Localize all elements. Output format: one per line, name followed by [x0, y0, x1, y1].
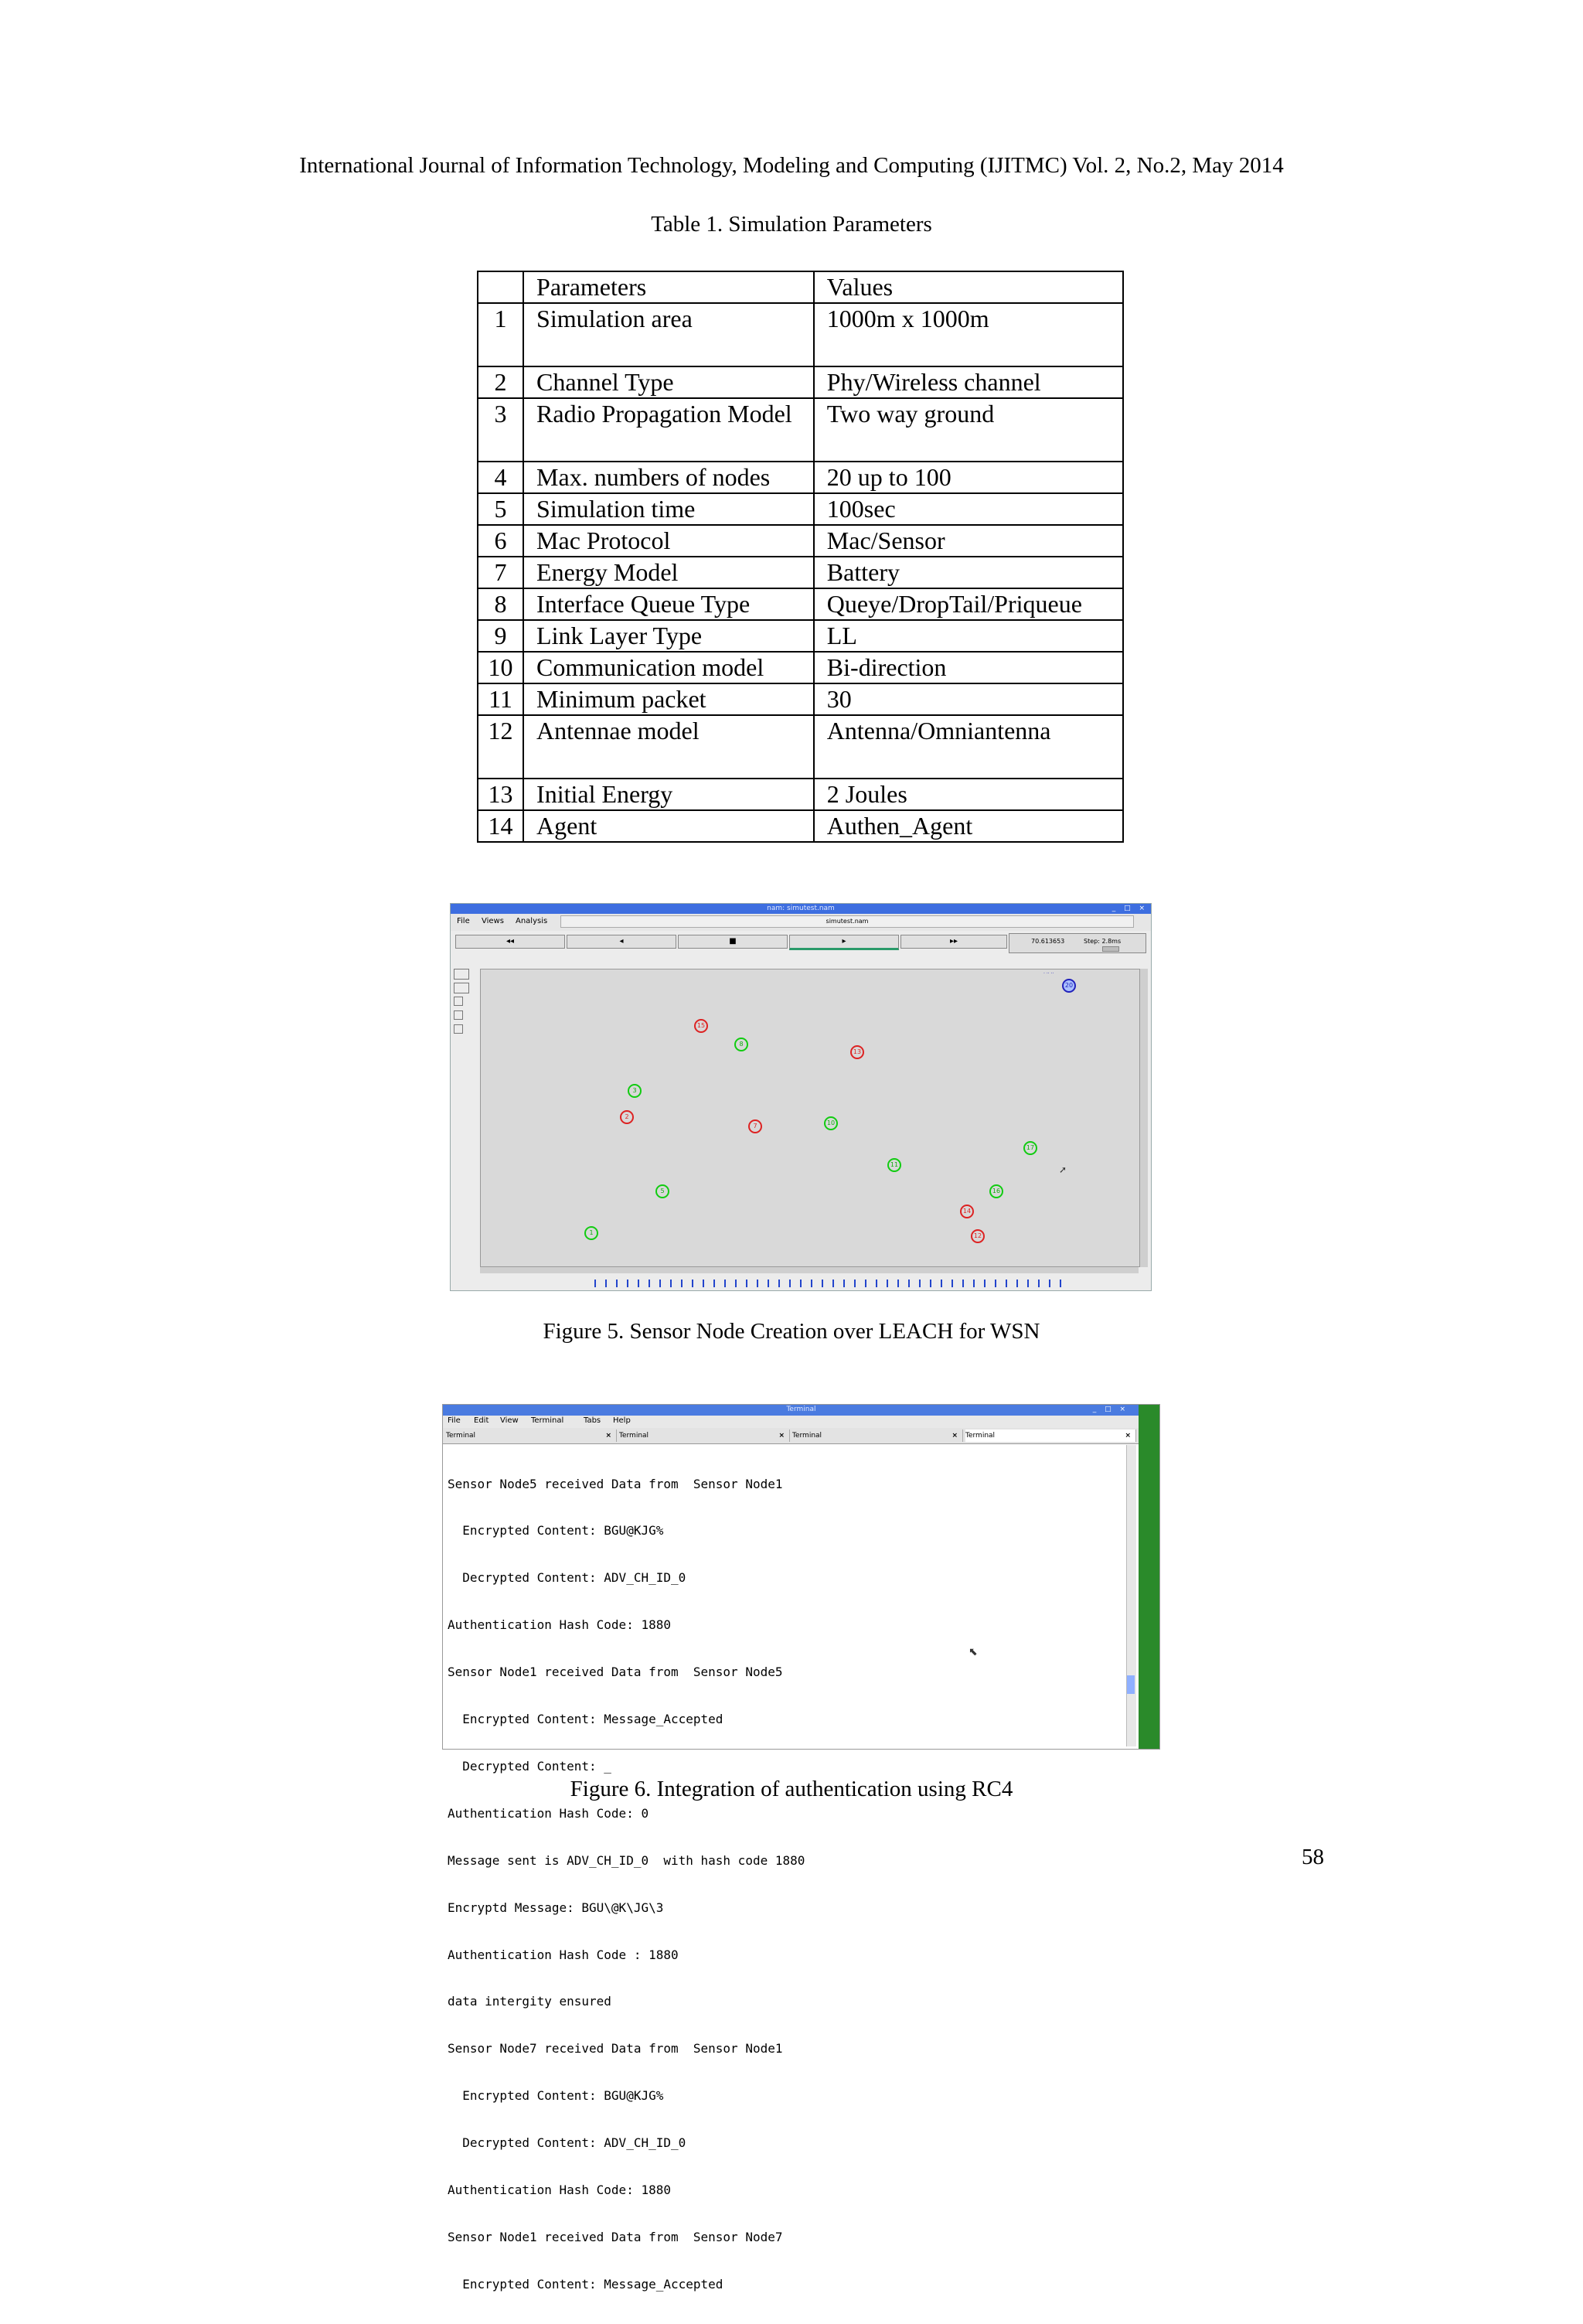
menu-views[interactable]: Views [482, 917, 504, 925]
row-value: Phy/Wireless channel [814, 366, 1123, 398]
terminal-line: Decrypted Content: _ [448, 1758, 611, 1774]
terminal-line: Encrypted Content: Message_Accepted [448, 1712, 723, 1727]
row-index: 9 [478, 620, 523, 652]
close-icon[interactable]: × [1125, 1432, 1131, 1440]
terminal-tab[interactable] [619, 1429, 790, 1442]
table-row [478, 462, 1123, 493]
row-parameter: Communication model [523, 652, 814, 683]
row-index: 6 [478, 525, 523, 557]
table-caption: Table 1. Simulation Parameters [651, 212, 932, 237]
table-row [478, 652, 1123, 683]
row-index: 13 [478, 779, 523, 810]
tool-icon[interactable] [454, 1024, 463, 1034]
sink-node[interactable]: 20 [1062, 979, 1076, 993]
menu-help[interactable]: Help [613, 1416, 631, 1425]
cluster-head-node[interactable]: 7 [748, 1119, 762, 1133]
window-controls-icon[interactable]: _ □ × [1112, 905, 1148, 912]
terminal-line: Sensor Node5 received Data from Sensor Node1 [448, 1476, 783, 1491]
desktop-background [1139, 1405, 1159, 1749]
window-controls-icon[interactable]: _ □ × [1092, 1406, 1129, 1413]
cluster-head-node[interactable]: 2 [620, 1110, 634, 1124]
row-parameter: Mac Protocol [523, 525, 814, 557]
terminal-line: Message sent is ADV_CH_ID_0 with hash code 1880 [448, 1852, 805, 1868]
tool-icon[interactable] [454, 997, 463, 1006]
terminal-tab-active[interactable] [965, 1429, 1136, 1442]
step-back-button[interactable]: ◂ [567, 935, 676, 949]
row-parameter: Simulation time [523, 493, 814, 525]
terminal-tab[interactable] [792, 1429, 963, 1442]
figure6-caption: Figure 6. Integration of authentication using RC4 [570, 1777, 1013, 1801]
row-index: 8 [478, 588, 523, 620]
tab-bar [443, 1428, 1139, 1444]
sensor-node[interactable]: 10 [824, 1116, 838, 1130]
table-row [478, 588, 1123, 620]
table-header-cell [478, 271, 523, 303]
page-number: 58 [1302, 1845, 1324, 1869]
menu-analysis[interactable]: Analysis [516, 917, 548, 925]
menu-terminal[interactable]: Terminal [531, 1416, 564, 1425]
cluster-head-node[interactable]: 15 [694, 1019, 708, 1033]
tab-label: Terminal [446, 1432, 476, 1440]
row-value: Mac/Sensor [814, 525, 1123, 557]
row-value: 20 up to 100 [814, 462, 1123, 493]
time-ruler [594, 1280, 1063, 1287]
terminal-line: Authentication Hash Code: 1880 [448, 2182, 671, 2197]
node-label: · ·· ·· [1043, 971, 1054, 976]
table-row [478, 303, 1123, 366]
table-row [478, 683, 1123, 715]
row-parameter: Minimum packet [523, 683, 814, 715]
cluster-head-node[interactable]: 12 [971, 1229, 985, 1243]
table-header-row [478, 271, 1123, 303]
mouse-cursor-icon: ➚ [1059, 1164, 1067, 1175]
row-parameter: Antennae model [523, 715, 814, 779]
row-index: 2 [478, 366, 523, 398]
terminal-line: Authentication Hash Code: 0 [448, 1805, 649, 1821]
row-index: 14 [478, 810, 523, 842]
row-parameter: Max. numbers of nodes [523, 462, 814, 493]
terminal-line: Encrypted Content: BGU@KJG% [448, 2088, 664, 2104]
table-row [478, 366, 1123, 398]
simulation-parameters-table [477, 271, 1124, 843]
tab-label: Terminal [965, 1432, 996, 1440]
sensor-node[interactable]: 16 [989, 1184, 1003, 1198]
row-value: Authen_Agent [814, 810, 1123, 842]
close-icon[interactable]: × [778, 1432, 785, 1440]
row-parameter: Initial Energy [523, 779, 814, 810]
nam-window-screenshot [450, 903, 1152, 1291]
row-value: 2 Joules [814, 779, 1123, 810]
row-parameter: Channel Type [523, 366, 814, 398]
menu-file[interactable]: File [457, 917, 470, 925]
row-index: 10 [478, 652, 523, 683]
play-button[interactable]: ▸ [789, 935, 899, 950]
step-label: Step: 2.8ms [1084, 938, 1122, 945]
row-index: 3 [478, 398, 523, 462]
vertical-scrollbar[interactable] [1140, 969, 1148, 1267]
table-row [478, 620, 1123, 652]
row-parameter: Radio Propagation Model [523, 398, 814, 462]
zoom-in-icon[interactable] [454, 969, 469, 980]
zoom-out-icon[interactable] [454, 983, 469, 993]
row-value: 30 [814, 683, 1123, 715]
horizontal-scrollbar[interactable] [480, 1267, 1139, 1273]
terminal-line: Sensor Node7 received Data from Sensor Node1 [448, 2041, 783, 2057]
row-index: 5 [478, 493, 523, 525]
sensor-node[interactable]: 17 [1023, 1141, 1037, 1155]
table-header-cell: Parameters [523, 271, 814, 303]
menubar [443, 1416, 1159, 1428]
mouse-cursor-icon: ⬉ [969, 1646, 978, 1658]
terminal-line: Decrypted Content: ADV_CH_ID_0 [448, 1570, 686, 1586]
table-header-cell: Values [814, 271, 1123, 303]
terminal-line: Encryptd Message: BGU\@K\JG\3 [448, 1900, 664, 1915]
table-row [478, 779, 1123, 810]
table-row [478, 557, 1123, 588]
sensor-node[interactable]: 8 [734, 1038, 748, 1051]
row-parameter: Agent [523, 810, 814, 842]
step-slider[interactable] [1102, 946, 1119, 952]
terminal-line: Sensor Node1 received Data from Sensor Node7 [448, 2229, 783, 2244]
cluster-head-node[interactable]: 13 [850, 1045, 864, 1059]
table-row [478, 525, 1123, 557]
terminal-line: Sensor Node1 received Data from Sensor Node5 [448, 1665, 783, 1680]
sensor-node[interactable]: 11 [887, 1158, 901, 1172]
menu-tabs[interactable]: Tabs [584, 1416, 601, 1425]
row-parameter: Interface Queue Type [523, 588, 814, 620]
file-label: simutest.nam [560, 915, 1134, 928]
tool-icon[interactable] [454, 1010, 463, 1020]
zoom-tools [454, 969, 469, 1061]
table-row [478, 715, 1123, 779]
menu-edit[interactable]: Edit [474, 1416, 489, 1425]
network-canvas[interactable] [480, 969, 1140, 1267]
row-value: Queye/DropTail/Priqueue [814, 588, 1123, 620]
window-title: Terminal [786, 1406, 816, 1413]
close-icon[interactable]: × [605, 1432, 611, 1440]
window-titlebar [451, 904, 1151, 914]
terminal-line: data intergity ensured [448, 1994, 611, 2009]
close-icon[interactable]: × [952, 1432, 958, 1440]
row-value: 1000m x 1000m [814, 303, 1123, 366]
sensor-node[interactable]: 1 [584, 1226, 598, 1240]
terminal-line: Authentication Hash Code: 1880 [448, 1617, 671, 1633]
row-parameter: Energy Model [523, 557, 814, 588]
tab-label: Terminal [792, 1432, 822, 1440]
row-value: Two way ground [814, 398, 1123, 462]
scrollbar-thumb[interactable] [1127, 1675, 1135, 1694]
running-header: International Journal of Information Technology, Modeling and Computing (IJITMC) Vol. 2, No.2, May 2014 [299, 153, 1284, 178]
window-titlebar [443, 1405, 1159, 1416]
tab-label: Terminal [619, 1432, 649, 1440]
stop-button[interactable]: ■ [678, 935, 788, 949]
menu-file[interactable]: File [448, 1416, 461, 1425]
row-value: Battery [814, 557, 1123, 588]
row-value: Bi-direction [814, 652, 1123, 683]
terminal-line: Encrypted Content: BGU@KJG% [448, 1523, 664, 1539]
cluster-head-node[interactable]: 14 [960, 1205, 974, 1218]
fast-forward-button[interactable]: ▸▸ [900, 935, 1007, 949]
window-title: nam: simutest.nam [767, 905, 835, 912]
table-row [478, 398, 1123, 462]
terminal-line: Authentication Hash Code : 1880 [448, 1947, 679, 1962]
sensor-node[interactable]: 3 [628, 1084, 642, 1098]
row-value: 100sec [814, 493, 1123, 525]
rewind-fast-button[interactable]: ◂◂ [455, 935, 565, 949]
time-readout: 70.613653 [1031, 938, 1065, 945]
terminal-line: Decrypted Content: ADV_CH_ID_0 [448, 2135, 686, 2151]
row-value: LL [814, 620, 1123, 652]
time-readout-box [1009, 933, 1146, 953]
row-index: 12 [478, 715, 523, 779]
figure5-caption: Figure 5. Sensor Node Creation over LEACH for WSN [543, 1319, 1040, 1344]
row-index: 1 [478, 303, 523, 366]
menu-view[interactable]: View [500, 1416, 519, 1425]
vertical-scrollbar[interactable] [1126, 1445, 1136, 1746]
terminal-tab[interactable] [446, 1429, 617, 1442]
terminal-line: Encrypted Content: Message_Accepted [448, 2276, 723, 2292]
table-row [478, 493, 1123, 525]
row-index: 4 [478, 462, 523, 493]
row-parameter: Link Layer Type [523, 620, 814, 652]
row-index: 7 [478, 557, 523, 588]
table-row [478, 810, 1123, 842]
row-index: 11 [478, 683, 523, 715]
row-parameter: Simulation area [523, 303, 814, 366]
row-value: Antenna/Omniantenna [814, 715, 1123, 779]
sensor-node[interactable]: 5 [655, 1184, 669, 1198]
